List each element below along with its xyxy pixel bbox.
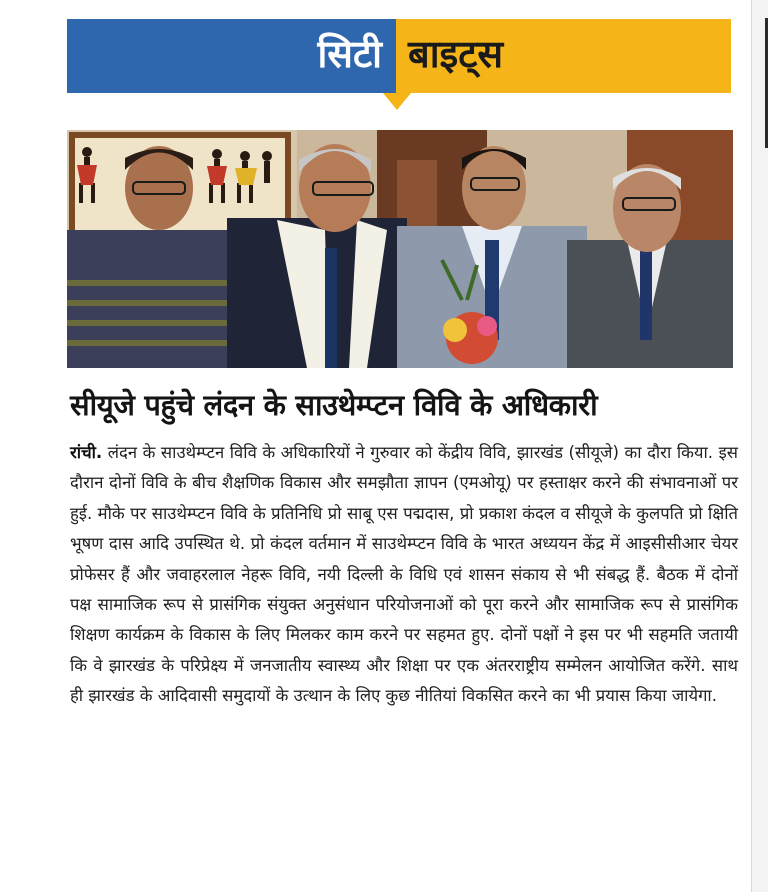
section-title-part1: सिटी (317, 32, 382, 76)
news-photo (67, 130, 733, 368)
article-headline: सीयूजे पहुंचे लंदन के साउथेम्प्टन विवि के अधिकारी (70, 388, 598, 422)
news-photo-illustration (67, 130, 733, 368)
adjacent-page-edge (751, 0, 768, 892)
article-dateline: रांची. (70, 443, 103, 462)
section-header-pointer (383, 93, 411, 110)
section-title-part2: बाइट्स (408, 32, 504, 76)
article-body-text: लंदन के साउथेम्प्टन विवि के अधिकारियों ने गुरुवार को केंद्रीय विवि, झारखंड (सीयूजे) का दौरा किया. इस दौरान दोनों विवि के बीच शैक्षणिक विकास और समझौता ज्ञापन (एमओयू) पर हस्ताक्षर करने की संभावनाओं पर हुई. मौके पर साउथेम्प्टन विवि के प्रतिनिधि प्रो साबू एस पद्मदास, प्रो प्रकाश कंदल व सीयूजे के कुलपति प्रो क्षिति भूषण दास आदि उपस्थित थे. प्रो कंदल वर्तमान में साउथेम्प्टन विवि के भारत अध्ययन केंद्र में आइसीसीआर चेयर प्रोफेसर हैं और जवाहरलाल नेहरू विवि, नयी दिल्ली के विधि एवं शासन संकाय से भी संबद्ध हैं. बैठक में दोनों पक्ष सामाजिक रूप से प्रासंगिक संयुक्त अनुसंधान परियोजनाओं को पूरा करने और सामाजिक रूप से प्रासंगिक शिक्षण कार्यक्रम के विकास के लिए मिलकर काम करने पर सहमत हुए. दोनों पक्षों ने इस पर भी सहमति जतायी कि वे झारखंड के परिप्रेक्ष्य में जनजातीय स्वास्थ्य और शिक्षा पर एक अंतरराष्ट्रीय सम्मेलन आयोजित करेंगे. साथ ही झारखंड के आदिवासी समुदायों के उत्थान के लिए कुछ नीतियां विकसित करने का भी प्रयास किया जायेगा. (70, 443, 738, 706)
article-body (70, 438, 738, 712)
section-header (67, 19, 731, 93)
